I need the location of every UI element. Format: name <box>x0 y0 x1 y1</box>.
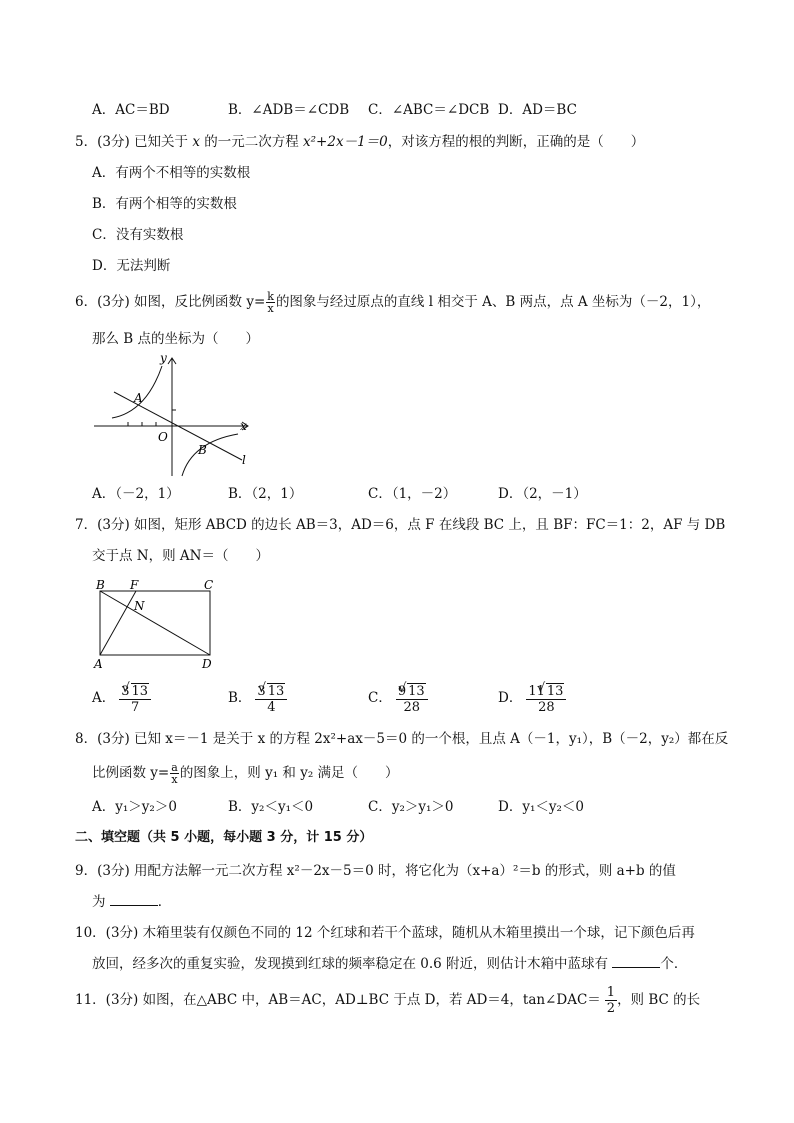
vertex-d-label: D <box>202 657 212 671</box>
origin-label: O <box>158 430 168 444</box>
q4-option-d: D．AD＝BC <box>498 102 577 118</box>
q10-stem-line2: 放回，经多次的重复实验，发现摸到红球的频率稳定在 0.6 附近，则估计木箱中蓝球有 个． <box>92 956 688 972</box>
point-f-label: F <box>130 578 139 592</box>
q8-function-fraction: $\frac{a}{x}$ <box>171 761 178 786</box>
y-axis-label: y <box>160 351 167 365</box>
segment-af <box>100 591 136 655</box>
hyperbola-branch-lower <box>182 434 238 476</box>
q7-option-a: A． $\frac{3√ 13}{7}$ <box>92 680 151 716</box>
q6-option-c: C．（1，－2） <box>368 486 457 502</box>
q6-stem: 6．(3分) 如图，反比例函数 y= $\frac{k}{x}$ 的图象与经过原点的直线 l 相交于 A、B 两点，点 A 坐标为（－2，1）， <box>75 290 711 315</box>
q4-option-c: C．∠ABC＝∠DCB <box>368 102 490 118</box>
q7-stem: 7．(3分) 如图，矩形 ABCD 的边长 AB＝3，AD＝6，点 F 在线段 BC 上，且 BF：FC＝1：2，AF 与 DB <box>75 517 726 533</box>
line-l-label: l <box>242 453 246 467</box>
q6-option-b: B．（2，1） <box>228 486 303 502</box>
q5-option-b: B．有两个相等的实数根 <box>92 196 237 212</box>
vertex-a-label: A <box>94 657 103 671</box>
q4-option-a: A．AC＝BD <box>92 102 170 118</box>
q7-option-c: C． $\frac{9√ 13}{28}$ <box>368 680 428 716</box>
point-a-label: A <box>134 391 143 405</box>
q10-stem: 10．(3分) 木箱里装有仅颜色不同的 12 个红球和若干个蓝球，随机从木箱里摸出一个球，记下颜色后再 <box>75 925 695 941</box>
q11-tan-fraction: $\frac{1}{2}$ <box>606 985 616 1016</box>
q6-option-a: A．（－2，1） <box>92 486 180 502</box>
q6-graph <box>92 350 257 480</box>
q7-option-b: B． $\frac{3√ 13}{4}$ <box>228 680 287 716</box>
q8-option-b: B．y₂＜y₁＜0 <box>228 799 314 815</box>
q6-stem-line2: 那么 B 点的坐标为（ ） <box>92 331 260 347</box>
vertex-b-label: B <box>96 578 105 592</box>
q8-stem: 8．(3分) 已知 x＝－1 是关于 x 的方程 2x²+ax－5＝0 的一个根，且点 A（－1，y₁），B（－2，y₂）都在反 <box>75 731 729 747</box>
q9-answer-blank[interactable] <box>110 893 158 906</box>
q6-option-d: D．（2，－1） <box>498 486 587 502</box>
q8-option-d: D．y₁＜y₂＜0 <box>498 799 584 815</box>
q7-rectangle-figure <box>92 576 222 672</box>
point-n-label: N <box>134 599 145 613</box>
q9-stem: 9．(3分) 用配方法解一元二次方程 x²－2x－5＝0 时，将它化为（x+a）²＝b 的形式，则 a+b 的值 <box>75 863 676 879</box>
q11-stem: 11．(3分) 如图，在△ABC 中，AB＝AC，AD⊥BC 于点 D，若 AD＝4，tan∠DAC＝ $\frac{1}{2}$ ，则 BC 的长 <box>75 985 701 1016</box>
point-b-label: B <box>198 443 207 457</box>
q7-stem-line2: 交于点 N，则 AN＝（ ） <box>92 548 269 564</box>
q5-option-a: A．有两个不相等的实数根 <box>92 165 251 181</box>
q4-option-b: B．∠ADB＝∠CDB <box>228 102 350 118</box>
x-axis-label: x <box>240 419 247 433</box>
section-fill-in-heading: 二、填空题（共 5 小题，每小题 3 分，计 15 分） <box>75 830 373 845</box>
q5-stem: 5．(3分) 已知关于 x 的一元二次方程 x²+2x－1＝0，对该方程的根的判断，正确的是（ ） <box>75 134 645 150</box>
q5-option-c: C．没有实数根 <box>92 227 184 243</box>
vertex-c-label: C <box>204 578 214 592</box>
segment-bd <box>100 591 210 655</box>
q8-stem-line2: 比例函数 y= $\frac{a}{x}$ 的图象上，则 y₁ 和 y₂ 满足（ ） <box>92 761 399 786</box>
q7-option-d: D． $\frac{11√ 13}{28}$ <box>498 680 566 716</box>
q9-stem-line2: 为 ． <box>92 894 172 910</box>
q8-option-a: A．y₁＞y₂＞0 <box>92 799 177 815</box>
q10-answer-blank[interactable] <box>612 955 660 968</box>
q5-option-d: D．无法判断 <box>92 258 171 274</box>
q8-option-c: C．y₂＞y₁＞0 <box>368 799 454 815</box>
q6-function-fraction: $\frac{k}{x}$ <box>267 290 274 315</box>
